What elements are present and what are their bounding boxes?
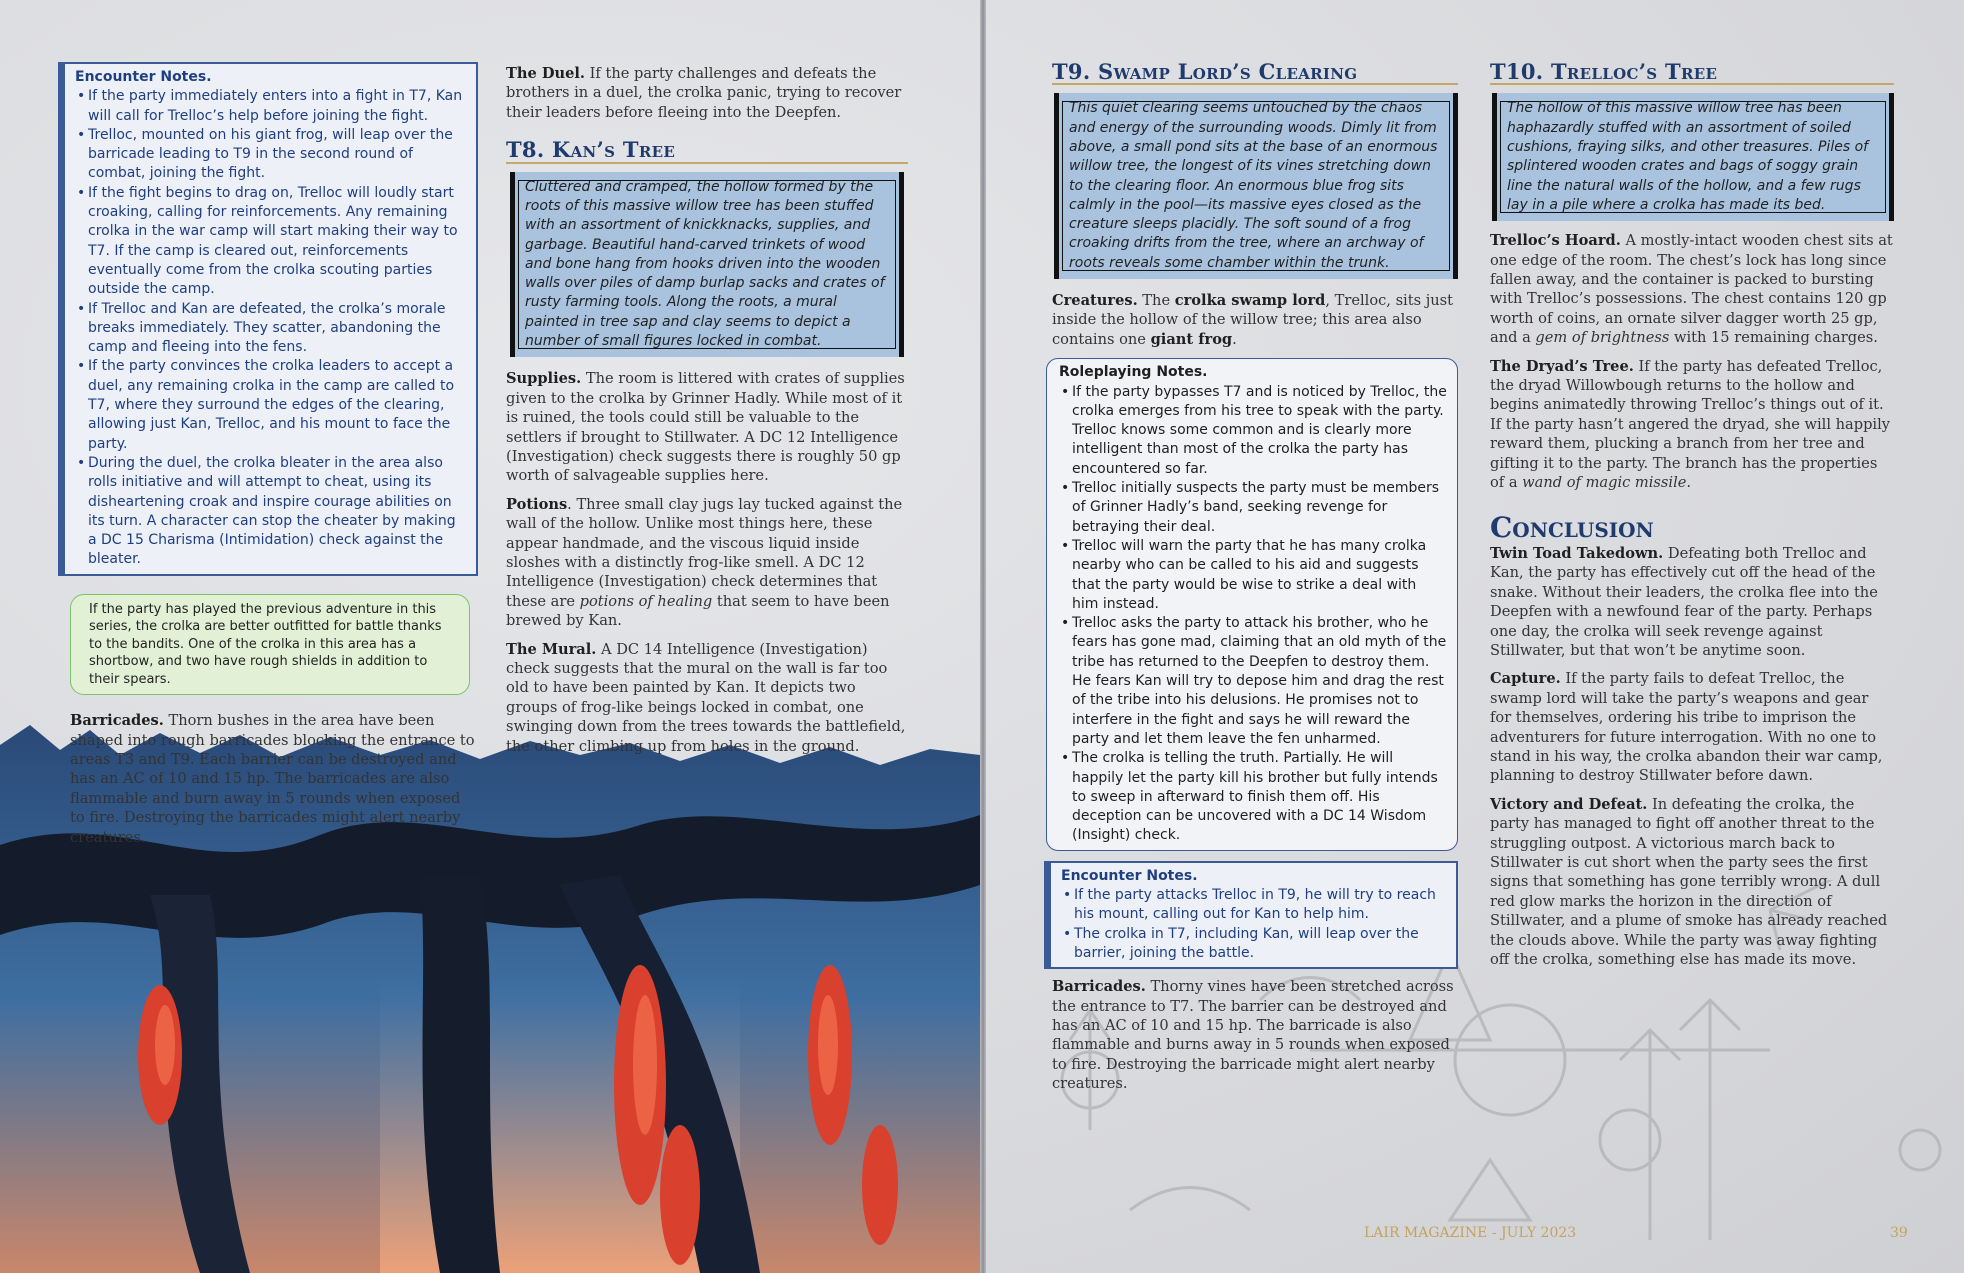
list-item: • If the party attacks Trelloc in T9, he will try to reach his mount, calling out for Kan to help him. (1074, 886, 1448, 925)
t9-barricades-label: Barricades. (1052, 978, 1146, 996)
victory-label: Victory and Defeat. (1490, 795, 1648, 813)
supplies-text: The room is littered with crates of supplies given to the crolka by Grinner Hadly. While most of it is ruined, the tools could still be valuable to the settlers if brought to Stillwater. A DC 12 Intelligence (Investigation) check suggests there is roughly 50 gp worth of salvageable supplies here. (506, 370, 905, 485)
twin-toad-text: Defeating both Trelloc and Kan, the party has effectively cut off the head of the snake. Without their leaders, the crolka flee into the Deepfen with a newfound fear of the party. Perhaps one day, the crolka will seek revenge against Stillwater, but that won’t be anytime soon. (1490, 544, 1878, 659)
gem-of-brightness: gem of brightness (1535, 329, 1670, 347)
duel-label: The Duel. (506, 65, 586, 82)
potions-text: . Three small clay jugs lay tucked against the wall of the hollow. Unlike most things here, these appear handmade, and the viscous liquid inside sloshes with a distinctly frog-like smell. A DC 12 Intelligence (Investigation) check determines that these are (506, 495, 903, 610)
duel-text: If the party challenges and defeats the brothers in a duel, the crolka panic, trying to recover their leaders before fleeing into the Deepfen. (506, 65, 902, 121)
list-item: • The crolka is telling the truth. Partially. He will happily let the party kill his brother but fully intends to sweep in afterward to finish them off. His deception can be uncovered with a DC 14 Wisdom (Insight) check. (1072, 749, 1447, 845)
left-column-1 (58, 62, 478, 856)
list-item: • If the party convinces the crolka leaders to accept a duel, any remaining crolka in the camp are called to T7, where they surround the edges of the clearing, allowing just Kan, Trelloc, and his mount to face the party. (88, 357, 468, 453)
t9-encounter-notes-title: Encounter Notes. (1061, 867, 1198, 884)
hoard-paragraph (1490, 231, 1894, 347)
hoard-text-end: with 15 remaining charges. (1669, 329, 1878, 347)
list-item: • If the party bypasses T7 and is noticed by Trelloc, the crolka emerges from his tree to speak with the party. Trelloc knows some common and is clearly more intelligent than most of the crolka the party has encountered so far. (1072, 383, 1447, 479)
hoard-label: Trelloc’s Hoard. (1490, 232, 1621, 250)
duel-paragraph (506, 64, 908, 122)
barricades-text: Thorn bushes in the area have been shaped into rough barricades blocking the entrance to areas T3 and T9. Each barrier can be destroyed and has an AC of 10 and 15 hp. The barricades are also flammable and burn away in 5 rounds when exposed to fire. Destroying the barricades might alert nearby creatures. (70, 712, 475, 846)
supplies-paragraph (506, 369, 908, 485)
encounter-notes-title: Encounter Notes. (75, 69, 212, 85)
list-item: • Trelloc, mounted on his giant frog, will leap over the barricade leading to T9 in the second round of combat, joining the fight. (88, 126, 468, 184)
supplies-label: Supplies. (506, 370, 582, 388)
right-column-1 (1052, 59, 1458, 1103)
t9-heading: T9. Swamp Lord’s Clearing (1052, 62, 1458, 85)
list-item: • Trelloc asks the party to attack his brother, who he fears has gone mad, claiming that an old myth of the tribe has returned to the Deepfen to destroy them. He fears Kan will try to depose him and drag the rest of the tribe into his delusions. He promises not to interfere in the fight and says he will reward the party and let them leave the fen unharmed. (1072, 614, 1447, 749)
potions-paragraph (506, 495, 908, 631)
giant-frog: giant frog (1150, 330, 1233, 348)
hoard-text: A mostly-intact wooden chest sits at one edge of the room. The chest’s lock has long since fallen away, and the container is packed to bursting with Trelloc’s possessions. The chest contains 120 gp worth of coins, an ornate silver dagger worth 25 gp, and a (1490, 232, 1893, 347)
twin-toad-label: Twin Toad Takedown. (1490, 544, 1664, 562)
creatures-label: Creatures. (1052, 292, 1138, 310)
barricades-paragraph (70, 711, 478, 847)
potions-text-end: that seem to have been brewed by Kan. (506, 592, 890, 630)
dryad-paragraph (1490, 357, 1894, 493)
encounter-notes-box (58, 62, 478, 576)
left-column-2 (506, 64, 908, 765)
t9-read-aloud-box: This quiet clearing seems untouched by the chaos and energy of the surrounding woods. Dimly lit from above, a small pond sits at the base of an enormous willow tree, the longest of its vines stretching down to the clearing floor. An enormous blue frog sits calmly in the pool—its massive eyes closed as the creature sleeps placidly. The soft sound of a frog croaking drifts from the tree, where an archway of roots reveals some chamber within the trunk. (1054, 93, 1458, 279)
capture-label: Capture. (1490, 670, 1561, 688)
conclusion-heading: Conclusion (1490, 511, 1654, 545)
roleplaying-notes-title: Roleplaying Notes. (1059, 364, 1208, 381)
dryad-text: If the party has defeated Trelloc, the dryad Willowbough returns to the hollow and begins animatedly throwing Trelloc’s things out of it. If the party hasn’t angered the dryad, she will happily reward them, plucking a branch from her tree and gifting it to the party. The branch has the properties of a (1490, 357, 1890, 492)
t10-heading: T10. Trelloc’s Tree (1490, 62, 1894, 85)
magazine-footer: LAIR MAGAZINE - JULY 2023 (1364, 1225, 1577, 1241)
list-item: • Trelloc initially suspects the party must be members of Grinner Hadly’s band, seeking revenge for betraying their deal. (1072, 479, 1447, 537)
t9-barricades-paragraph (1052, 977, 1458, 1093)
encounter-notes-list (75, 87, 468, 569)
roleplaying-notes-box (1046, 358, 1458, 850)
dryad-text-end: . (1686, 474, 1692, 492)
t8-heading: T8. Kan’s Tree (506, 140, 908, 163)
roleplaying-notes-list (1059, 383, 1447, 846)
potions-label: Potions (506, 495, 568, 513)
crolka-swamp-lord: crolka swamp lord (1174, 292, 1326, 310)
t10-read-aloud-box: The hollow of this massive willow tree has been haphazardly stuffed with an assortment of soiled cushions, fraying silks, and other treasures. Piles of splintered wooden crates and bags of soggy grain line the natural walls of the hollow, and a few rugs lay in a pile where a crolka has made its bed. (1492, 93, 1894, 221)
page-gutter (980, 0, 986, 1273)
mural-label: The Mural. (506, 640, 597, 658)
dryad-label: The Dryad’s Tree. (1490, 357, 1634, 375)
list-item: • If the fight begins to drag on, Trelloc will loudly start croaking, calling for reinforcements. Any remaining crolka in the war camp will start making their way to T7. If the camp is cleared out, reinforcements eventually come from the crolka scouting parties outside the camp. (88, 184, 468, 300)
victory-paragraph (1490, 795, 1894, 970)
right-column-2 (1490, 59, 1894, 978)
potions-item-name: potions of healing (579, 592, 713, 610)
mural-paragraph (506, 640, 908, 756)
list-item: • If Trelloc and Kan are defeated, the crolka’s morale breaks immediately. They scatter, abandoning the camp and fleeing into the fens. (88, 300, 468, 358)
creatures-paragraph (1052, 291, 1458, 349)
previous-adventure-callout: If the party has played the previous adventure in this series, the crolka are better outfitted for battle thanks to the bandits. One of the crolka in this area has a shortbow, and two have rough shields in addition to their spears. (70, 594, 470, 696)
creatures-text-mid: , Trelloc, sits just inside the hollow of the willow tree; this area also contains one (1052, 292, 1453, 348)
t9-barricades-text: Thorny vines have been stretched across the entrance to T7. The barrier can be destroyed and has an AC of 10 and 15 hp. The barricade is also flammable and burns away in 5 rounds when exposed to fire. Destroying the barricade might alert nearby creatures. (1052, 978, 1454, 1093)
list-item: • During the duel, the crolka bleater in the area also rolls initiative and will attempt to cheat, using its disheartening croak and inspire courage abilities on its turn. A character can stop the cheater by making a DC 15 Charisma (Intimidation) check against the bleater. (88, 454, 468, 570)
barricades-label: Barricades. (70, 712, 164, 730)
t9-encounter-notes-list (1061, 886, 1448, 963)
list-item: • Trelloc will warn the party that he has many crolka nearby who can be called to his aid and suggests that the party would be wise to strike a deal with him instead. (1072, 537, 1447, 614)
wand-of-magic-missile: wand of magic missile (1522, 474, 1687, 492)
creatures-text: The (1137, 292, 1175, 310)
t9-encounter-notes-box (1044, 861, 1458, 969)
capture-paragraph (1490, 669, 1894, 785)
page-number: 39 (1890, 1225, 1908, 1241)
list-item: • If the party immediately enters into a fight in T7, Kan will call for Trelloc’s help before joining the fight. (88, 87, 468, 126)
victory-text: In defeating the crolka, the party has managed to fight off another threat to the struggling outpost. A victorious march back to Stillwater is cut short when the party sees the first signs that something has gone terribly wrong. A dull red glow marks the horizon in the direction of Stillwater, and a plume of smoke has already reached the clouds above. While the party was away fighting off the crolka, something else has made its move. (1490, 795, 1888, 968)
mural-text: A DC 14 Intelligence (Investigation) check suggests that the mural on the wall is far too old to have been painted by Kan. It depicts two groups of frog-like beings locked in combat, one swinging down from the trees towards the battlefield, the other climbing up from holes in the ground. (506, 640, 906, 755)
capture-text: If the party fails to defeat Trelloc, the swamp lord will take the party’s weapons and gear for themselves, ordering his tribe to imprison the adventurers for future interrogation. With no one to stand in his way, the crolka abandon their war camp, planning to destroy Stillwater before dawn. (1490, 670, 1883, 785)
list-item: • The crolka in T7, including Kan, will leap over the barrier, joining the battle. (1074, 925, 1448, 964)
twin-toad-paragraph (1490, 544, 1894, 660)
creatures-text-end: . (1232, 330, 1237, 348)
t8-read-aloud-box: Cluttered and cramped, the hollow formed by the roots of this massive willow tree has been stuffed with an assortment of knickknacks, supplies, and garbage. Beautiful hand-carved trinkets of wood and bone hang from hooks driven into the wooden walls over piles of damp burlap sacks and crates of rusty farming tools. Along the roots, a mural painted in tree sap and clay seems to depict a number of small figures locked in combat. (510, 172, 904, 358)
